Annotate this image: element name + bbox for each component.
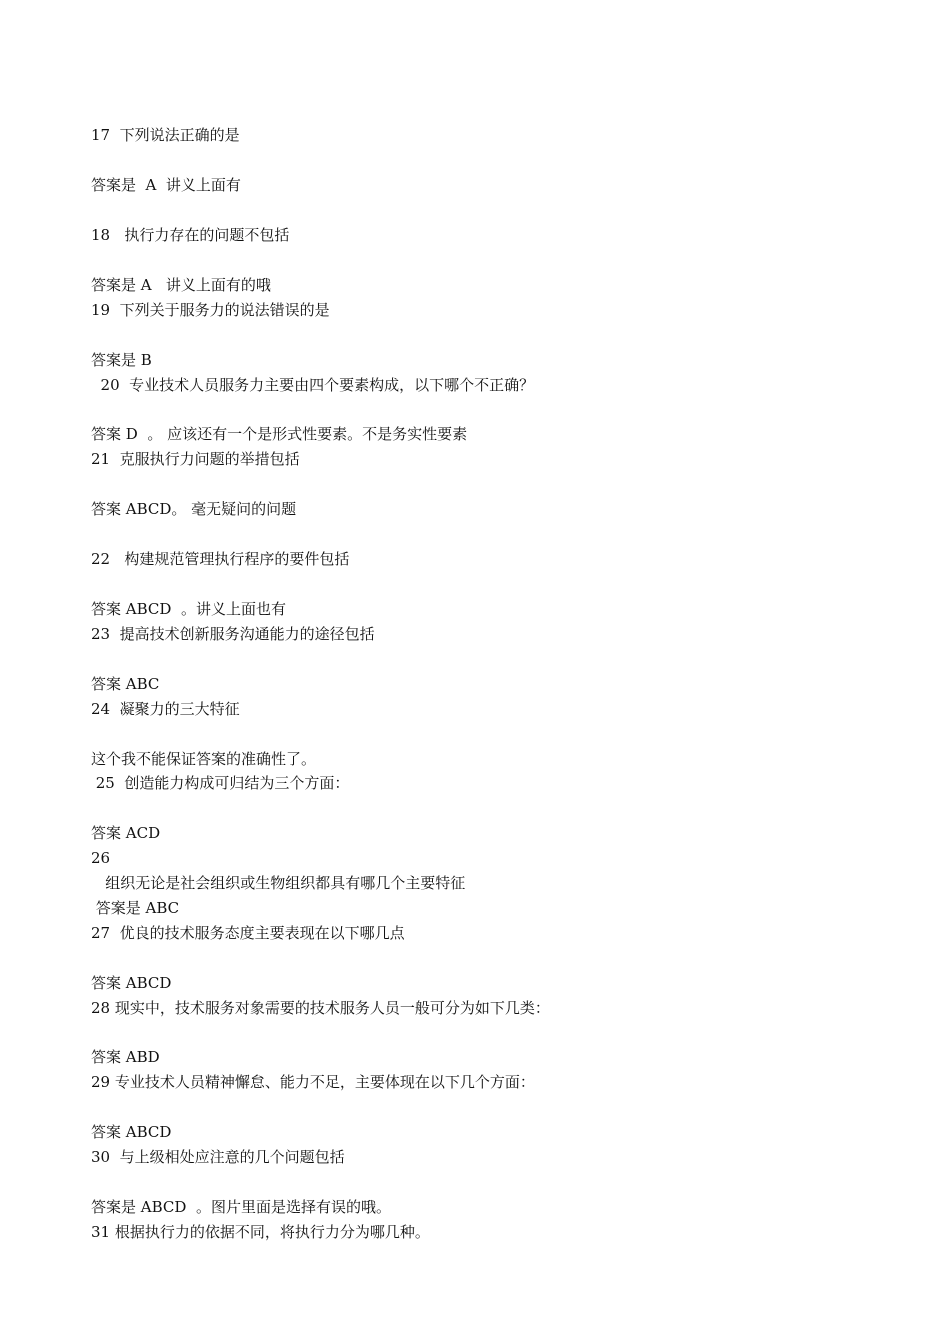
question-21: 21 克服执行力问题的举措包括 xyxy=(91,450,300,468)
answer-22: 答案 ABCD 。讲义上面也有 xyxy=(91,600,286,618)
answer-19: 答案是 B xyxy=(91,351,152,369)
answer-24: 这个我不能保证答案的准确性了。 xyxy=(91,750,317,768)
answer-20: 答案 D 。 应该还有一个是形式性要素。不是务实性要素 xyxy=(91,425,468,443)
answer-18: 答案是 A 讲义上面有的哦 xyxy=(91,276,271,294)
answer-17: 答案是 A 讲义上面有 xyxy=(91,176,241,194)
question-18: 18 执行力存在的问题不包括 xyxy=(91,226,290,244)
answer-28: 答案 ABD xyxy=(91,1048,160,1066)
answer-29: 答案 ABCD xyxy=(91,1123,172,1141)
question-22: 22 构建规范管理执行程序的要件包括 xyxy=(91,550,350,568)
question-28: 28 现实中，技术服务对象需要的技术服务人员一般可分为如下几类： xyxy=(91,999,550,1017)
question-19: 19 下列关于服务力的说法错误的是 xyxy=(91,301,330,319)
question-27: 27 优良的技术服务态度主要表现在以下哪几点 xyxy=(91,924,405,942)
question-17: 17 下列说法正确的是 xyxy=(91,126,240,144)
answer-23: 答案 ABC xyxy=(91,675,160,693)
answer-27: 答案 ABCD xyxy=(91,974,172,992)
question-31: 31 根据执行力的依据不同，将执行力分为哪几种。 xyxy=(91,1223,430,1241)
answer-25: 答案 ACD xyxy=(91,824,161,842)
question-25: 25 创造能力构成可归结为三个方面： xyxy=(91,774,350,792)
question-24: 24 凝聚力的三大特征 xyxy=(91,700,240,718)
question-29: 29 专业技术人员精神懈怠、能力不足，主要体现在以下几个方面： xyxy=(91,1073,535,1091)
answer-21: 答案 ABCD。 毫无疑问的问题 xyxy=(91,500,297,518)
answer-30: 答案是 ABCD 。图片里面是选择有误的哦。 xyxy=(91,1198,391,1216)
answer-26: 答案是 ABC xyxy=(91,899,180,917)
question-20: 20 专业技术人员服务力主要由四个要素构成，以下哪个不正确？ xyxy=(91,376,535,394)
question-26-number: 26 xyxy=(91,849,111,867)
question-23: 23 提高技术创新服务沟通能力的途径包括 xyxy=(91,625,375,643)
question-26: 组织无论是社会组织或生物组织都具有哪几个主要特征 xyxy=(91,874,466,892)
question-30: 30 与上级相处应注意的几个问题包括 xyxy=(91,1148,345,1166)
